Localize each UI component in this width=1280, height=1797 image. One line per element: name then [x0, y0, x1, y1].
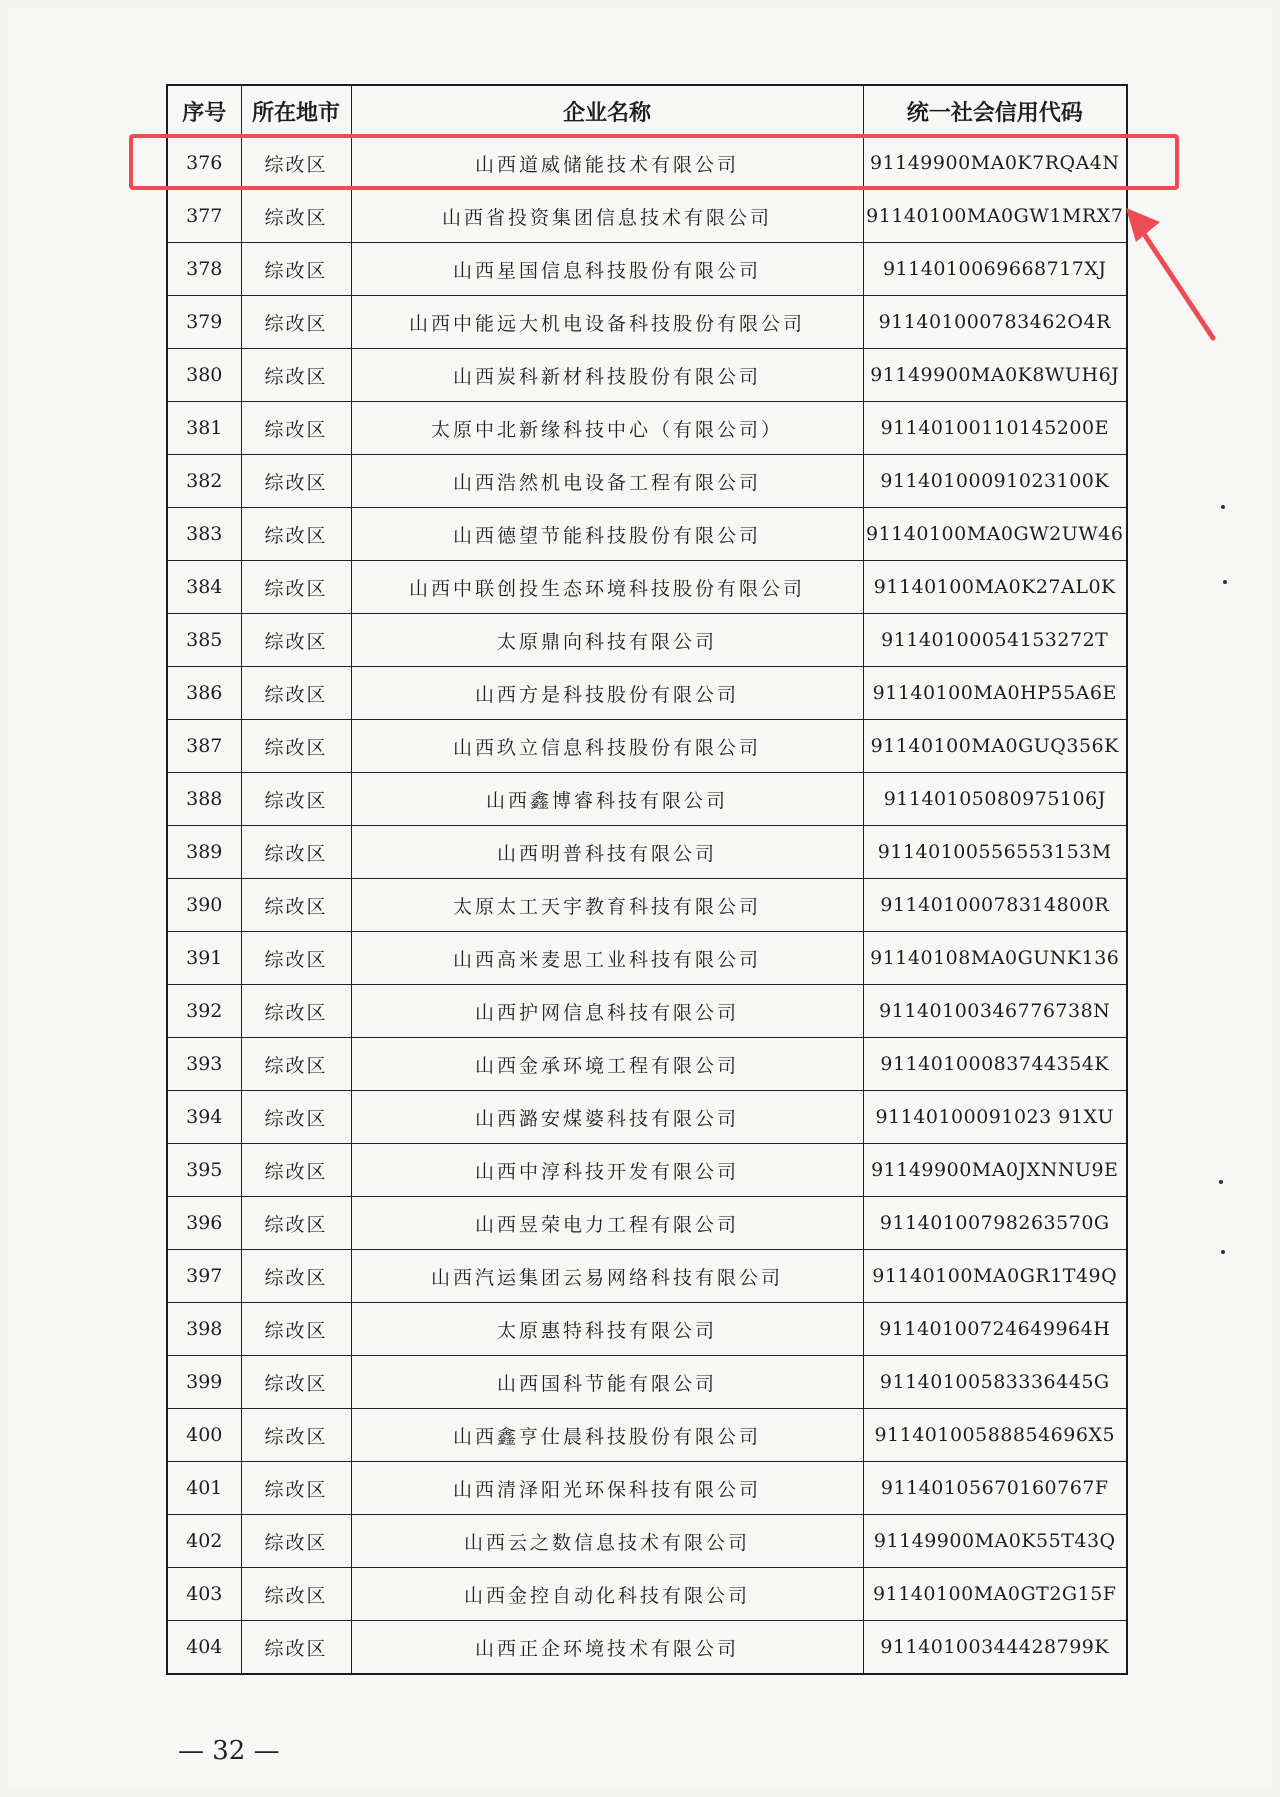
- row-company-name: 山西汽运集团云易网络科技有限公司: [351, 1250, 863, 1303]
- row-credit-code: 91140105670160767F: [863, 1462, 1127, 1515]
- table-row: [167, 1144, 1127, 1197]
- row-city: 综改区: [241, 773, 351, 826]
- row-company-name: 山西金承环境工程有限公司: [351, 1038, 863, 1091]
- row-city: 综改区: [241, 720, 351, 773]
- row-seq: 378: [167, 243, 241, 296]
- row-seq: 377: [167, 190, 241, 243]
- row-seq: 381: [167, 402, 241, 455]
- row-company-name: 山西清泽阳光环保科技有限公司: [351, 1462, 863, 1515]
- row-city: 综改区: [241, 826, 351, 879]
- row-seq: 386: [167, 667, 241, 720]
- company-table: [166, 84, 1128, 1675]
- row-city: 综改区: [241, 508, 351, 561]
- table-row: [167, 879, 1127, 932]
- scan-speck: [1221, 1250, 1225, 1254]
- row-credit-code: 91140100MA0GUQ356K: [863, 720, 1127, 773]
- row-credit-code: 91140100MA0GW1MRX7: [863, 190, 1127, 243]
- row-company-name: 山西方是科技股份有限公司: [351, 667, 863, 720]
- row-city: 综改区: [241, 1621, 351, 1675]
- row-company-name: 山西云之数信息技术有限公司: [351, 1515, 863, 1568]
- row-credit-code: 91149900MA0JXNNU9E: [863, 1144, 1127, 1197]
- row-credit-code: 91140100054153272T: [863, 614, 1127, 667]
- row-city: 综改区: [241, 1515, 351, 1568]
- row-company-name: 山西省投资集团信息技术有限公司: [351, 190, 863, 243]
- row-city: 综改区: [241, 614, 351, 667]
- row-seq: 396: [167, 1197, 241, 1250]
- row-credit-code: 91140100MA0GR1T49Q: [863, 1250, 1127, 1303]
- row-credit-code: 91140100556553153M: [863, 826, 1127, 879]
- row-seq: 384: [167, 561, 241, 614]
- row-seq: 385: [167, 614, 241, 667]
- row-company-name: 山西金控自动化科技有限公司: [351, 1568, 863, 1621]
- row-credit-code: 91140105080975106J: [863, 773, 1127, 826]
- table-row: [167, 1250, 1127, 1303]
- row-company-name: 山西玖立信息科技股份有限公司: [351, 720, 863, 773]
- row-company-name: 山西护网信息科技有限公司: [351, 985, 863, 1038]
- table-row: [167, 1515, 1127, 1568]
- row-seq: 402: [167, 1515, 241, 1568]
- row-credit-code: 91140100MA0HP55A6E: [863, 667, 1127, 720]
- row-city: 综改区: [241, 1144, 351, 1197]
- row-company-name: 山西昱荣电力工程有限公司: [351, 1197, 863, 1250]
- row-company-name: 太原太工天宇教育科技有限公司: [351, 879, 863, 932]
- row-seq: 401: [167, 1462, 241, 1515]
- row-company-name: 太原惠特科技有限公司: [351, 1303, 863, 1356]
- table-row: [167, 296, 1127, 349]
- row-seq: 392: [167, 985, 241, 1038]
- row-seq: 390: [167, 879, 241, 932]
- table-row: [167, 243, 1127, 296]
- table-row: [167, 985, 1127, 1038]
- row-company-name: 山西明普科技有限公司: [351, 826, 863, 879]
- table-row: [167, 1462, 1127, 1515]
- row-seq: 397: [167, 1250, 241, 1303]
- row-company-name: 山西德望节能科技股份有限公司: [351, 508, 863, 561]
- table-row: [167, 826, 1127, 879]
- row-seq: 400: [167, 1409, 241, 1462]
- row-credit-code: 911401000783462O4R: [863, 296, 1127, 349]
- row-credit-code: 91140100110145200E: [863, 402, 1127, 455]
- row-company-name: 山西鑫亨仕晨科技股份有限公司: [351, 1409, 863, 1462]
- row-city: 综改区: [241, 1197, 351, 1250]
- row-credit-code: 91149900MA0K8WUH6J: [863, 349, 1127, 402]
- row-city: 综改区: [241, 243, 351, 296]
- table-row: [167, 667, 1127, 720]
- row-city: 综改区: [241, 137, 351, 190]
- table-row: [167, 190, 1127, 243]
- row-company-name: 太原鼎向科技有限公司: [351, 614, 863, 667]
- row-city: 综改区: [241, 985, 351, 1038]
- row-city: 综改区: [241, 455, 351, 508]
- table-header-row: [167, 85, 1127, 137]
- row-company-name: 山西国科节能有限公司: [351, 1356, 863, 1409]
- row-seq: 382: [167, 455, 241, 508]
- row-credit-code: 91140100091023100K: [863, 455, 1127, 508]
- table-row: [167, 614, 1127, 667]
- row-company-name: 山西鑫博睿科技有限公司: [351, 773, 863, 826]
- row-seq: 387: [167, 720, 241, 773]
- table-row: [167, 455, 1127, 508]
- table-row: [167, 1409, 1127, 1462]
- table-row: [167, 349, 1127, 402]
- row-credit-code: 91140100MA0K27AL0K: [863, 561, 1127, 614]
- row-company-name: 山西星国信息科技股份有限公司: [351, 243, 863, 296]
- row-credit-code: 91140100078314800R: [863, 879, 1127, 932]
- row-credit-code: 91140100MA0GT2G15F: [863, 1568, 1127, 1621]
- row-city: 综改区: [241, 561, 351, 614]
- header-city: 所在地市: [241, 85, 351, 137]
- row-city: 综改区: [241, 1303, 351, 1356]
- row-city: 综改区: [241, 932, 351, 985]
- row-city: 综改区: [241, 1250, 351, 1303]
- row-company-name: 山西正企环境技术有限公司: [351, 1621, 863, 1675]
- table-row: [167, 561, 1127, 614]
- row-company-name: 山西中淳科技开发有限公司: [351, 1144, 863, 1197]
- row-city: 综改区: [241, 402, 351, 455]
- row-company-name: 山西中联创投生态环境科技股份有限公司: [351, 561, 863, 614]
- row-seq: 399: [167, 1356, 241, 1409]
- table-row: [167, 773, 1127, 826]
- row-credit-code: 91140100083744354K: [863, 1038, 1127, 1091]
- row-credit-code: 91140100346776738N: [863, 985, 1127, 1038]
- row-city: 综改区: [241, 1568, 351, 1621]
- row-company-name: 山西高米麦思工业科技有限公司: [351, 932, 863, 985]
- table-row: [167, 1568, 1127, 1621]
- row-credit-code: 91140100798263570G: [863, 1197, 1127, 1250]
- table-row: [167, 1356, 1127, 1409]
- row-company-name: 山西道威储能技术有限公司: [351, 137, 863, 190]
- row-city: 综改区: [241, 879, 351, 932]
- row-seq: 391: [167, 932, 241, 985]
- table-row: [167, 720, 1127, 773]
- arrow-annotation-icon: [1118, 208, 1228, 348]
- row-city: 综改区: [241, 1462, 351, 1515]
- row-company-name: 山西中能远大机电设备科技股份有限公司: [351, 296, 863, 349]
- row-company-name: 太原中北新缘科技中心（有限公司）: [351, 402, 863, 455]
- row-credit-code: 91140108MA0GUNK136: [863, 932, 1127, 985]
- row-seq: 395: [167, 1144, 241, 1197]
- row-company-name: 山西潞安煤婆科技有限公司: [351, 1091, 863, 1144]
- table-row: [167, 1091, 1127, 1144]
- row-credit-code: 91149900MA0K7RQA4N: [863, 137, 1127, 190]
- row-seq: 380: [167, 349, 241, 402]
- row-credit-code: 91140100344428799K: [863, 1621, 1127, 1675]
- table-row: [167, 402, 1127, 455]
- row-seq: 403: [167, 1568, 241, 1621]
- document-page: [8, 8, 1272, 1789]
- row-seq: 398: [167, 1303, 241, 1356]
- row-seq: 376: [167, 137, 241, 190]
- scan-speck: [1219, 1180, 1223, 1184]
- scan-speck: [1223, 580, 1227, 584]
- row-city: 综改区: [241, 1038, 351, 1091]
- row-seq: 379: [167, 296, 241, 349]
- row-city: 综改区: [241, 296, 351, 349]
- table-row: [167, 932, 1127, 985]
- row-city: 综改区: [241, 1409, 351, 1462]
- table-row: [167, 1038, 1127, 1091]
- header-company-name: 企业名称: [351, 85, 863, 137]
- row-credit-code: 91149900MA0K55T43Q: [863, 1515, 1127, 1568]
- page-number: — 32 —: [178, 1736, 280, 1766]
- row-city: 综改区: [241, 667, 351, 720]
- row-credit-code: 91140100583336445G: [863, 1356, 1127, 1409]
- row-credit-code: 9114010069668717XJ: [863, 243, 1127, 296]
- row-city: 综改区: [241, 1091, 351, 1144]
- highlight-box: [129, 134, 1179, 190]
- row-company-name: 山西浩然机电设备工程有限公司: [351, 455, 863, 508]
- header-credit-code: 统一社会信用代码: [863, 85, 1127, 137]
- table-row: [167, 1621, 1127, 1675]
- row-seq: 404: [167, 1621, 241, 1675]
- row-city: 综改区: [241, 190, 351, 243]
- row-credit-code: 91140100588854696X5: [863, 1409, 1127, 1462]
- row-company-name: 山西炭科新材科技股份有限公司: [351, 349, 863, 402]
- row-city: 综改区: [241, 1356, 351, 1409]
- row-credit-code: 91140100724649964H: [863, 1303, 1127, 1356]
- header-seq: 序号: [167, 85, 241, 137]
- row-credit-code: 91140100MA0GW2UW46: [863, 508, 1127, 561]
- table-row: [167, 1197, 1127, 1250]
- row-seq: 393: [167, 1038, 241, 1091]
- row-seq: 394: [167, 1091, 241, 1144]
- row-seq: 389: [167, 826, 241, 879]
- scan-speck: [1221, 505, 1225, 509]
- row-credit-code: 91140100091023 91XU: [863, 1091, 1127, 1144]
- table-row: [167, 508, 1127, 561]
- table-body: [167, 137, 1127, 1675]
- row-seq: 383: [167, 508, 241, 561]
- row-seq: 388: [167, 773, 241, 826]
- table-row: [167, 1303, 1127, 1356]
- row-city: 综改区: [241, 349, 351, 402]
